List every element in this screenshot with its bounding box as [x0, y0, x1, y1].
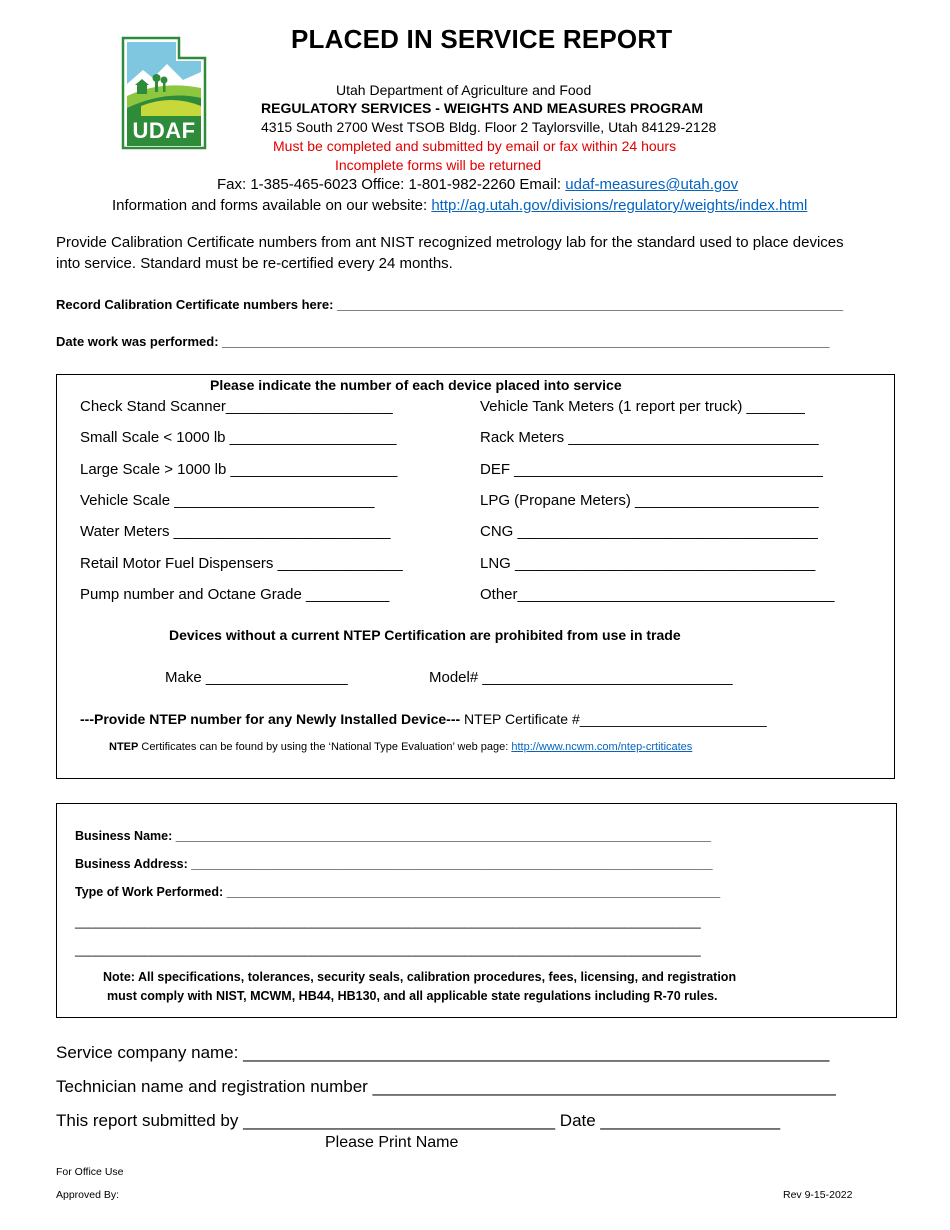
- make-field[interactable]: Make _________________: [165, 669, 348, 686]
- ntep-note: [109, 741, 692, 753]
- website-link[interactable]: http://ag.utah.gov/divisions/regulatory/weights/index.html: [431, 197, 808, 214]
- logo-text: UDAF: [132, 118, 196, 143]
- business-address-field[interactable]: Business Address: ___________________________________________________________________________: [75, 857, 713, 871]
- device-small-scale[interactable]: Small Scale < 1000 lb ____________________: [80, 429, 397, 446]
- calibration-cert-field[interactable]: Record Calibration Certificate numbers here: ______________________________________________________________________: [56, 297, 844, 312]
- model-field[interactable]: Model# ______________________________: [429, 669, 733, 686]
- ntep-certificate-line[interactable]: [80, 711, 767, 727]
- print-name-caption: Please Print Name: [325, 1134, 459, 1151]
- ntep-note-bold: NTEP: [109, 741, 139, 753]
- approved-by-label: Approved By:: [56, 1189, 120, 1201]
- ntep-note-text: Certificates can be found by using the ‘National Type Evaluation’ web page:: [138, 741, 512, 753]
- contact-line: [217, 176, 738, 193]
- contact-text: Fax: 1-385-465-6023 Office: 1-801-982-2260 Email:: [217, 176, 566, 193]
- device-water-meters[interactable]: Water Meters __________________________: [80, 523, 391, 540]
- device-vehicle-tank-meters[interactable]: Vehicle Tank Meters (1 report per truck) _______: [480, 398, 805, 415]
- intro-line-2: into service. Standard must be re-certified every 24 months.: [56, 255, 453, 272]
- email-link[interactable]: udaf-measures@utah.gov: [565, 176, 739, 193]
- device-other[interactable]: Other______________________________________: [480, 586, 835, 603]
- ntep-instruction: ---Provide NTEP number for any Newly Installed Device---: [80, 711, 461, 727]
- device-def[interactable]: DEF _____________________________________: [480, 461, 823, 478]
- date-performed-field[interactable]: Date work was performed: ____________________________________________________________________________________: [56, 334, 830, 349]
- compliance-note-1: Note: All specifications, tolerances, security seals, calibration procedures, fees, licensing, and registration: [103, 970, 737, 984]
- device-cng[interactable]: CNG ____________________________________: [480, 523, 818, 540]
- department-name: Utah Department of Agriculture and Food: [336, 82, 592, 98]
- device-lpg[interactable]: LPG (Propane Meters) ______________________: [480, 492, 819, 509]
- warning-submit: Must be completed and submitted by email or fax within 24 hours: [273, 138, 677, 154]
- device-retail-fuel-dispensers[interactable]: Retail Motor Fuel Dispensers _______________: [80, 555, 403, 572]
- office-use-label: For Office Use: [56, 1166, 124, 1178]
- compliance-note-2: must comply with NIST, MCWM, HB44, HB130, and all applicable state regulations including R-70 rules.: [107, 989, 718, 1003]
- page-title: PLACED IN SERVICE REPORT: [291, 24, 673, 54]
- warning-incomplete: Incomplete forms will be returned: [335, 157, 542, 173]
- address: 4315 South 2700 West TSOB Bldg. Floor 2 Taylorsville, Utah 84129-2128: [261, 119, 717, 135]
- ntep-warning: Devices without a current NTEP Certification are prohibited from use in trade: [169, 627, 681, 643]
- work-blank-line-1[interactable]: __________________________________________________________________________________________: [75, 915, 701, 929]
- website-line: [112, 197, 807, 214]
- technician-field[interactable]: Technician name and registration number _________________________________________________: [56, 1077, 836, 1096]
- ntep-link[interactable]: http://www.ncwm.com/ntep-crtiticates: [511, 741, 693, 753]
- devices-heading: Please indicate the number of each device placed into service: [210, 377, 622, 393]
- device-vehicle-scale[interactable]: Vehicle Scale ________________________: [80, 492, 375, 509]
- work-blank-line-2[interactable]: __________________________________________________________________________________________: [75, 943, 701, 957]
- device-lng[interactable]: LNG ____________________________________: [480, 555, 816, 572]
- device-large-scale[interactable]: Large Scale > 1000 lb ____________________: [80, 461, 398, 478]
- device-check-stand-scanner[interactable]: Check Stand Scanner____________________: [80, 398, 393, 415]
- work-type-field[interactable]: Type of Work Performed: _______________________________________________________________________: [75, 885, 721, 899]
- submitted-by-field[interactable]: This report submitted by _________________________________ Date ___________________: [56, 1111, 781, 1130]
- service-company-field[interactable]: Service company name: ______________________________________________________________: [56, 1043, 830, 1062]
- intro-line-1: Provide Calibration Certificate numbers from ant NIST recognized metrology lab for the standard used to place devices: [56, 234, 844, 251]
- ntep-certificate-field[interactable]: NTEP Certificate #________________________: [460, 711, 767, 727]
- device-pump-octane[interactable]: Pump number and Octane Grade __________: [80, 586, 390, 603]
- website-text: Information and forms available on our website:: [112, 197, 432, 214]
- revision-label: Rev 9-15-2022: [783, 1189, 853, 1201]
- device-rack-meters[interactable]: Rack Meters ______________________________: [480, 429, 819, 446]
- udaf-logo: [121, 36, 207, 150]
- business-name-field[interactable]: Business Name: _____________________________________________________________________________: [75, 829, 712, 843]
- program-name: REGULATORY SERVICES - WEIGHTS AND MEASURES PROGRAM: [261, 100, 704, 116]
